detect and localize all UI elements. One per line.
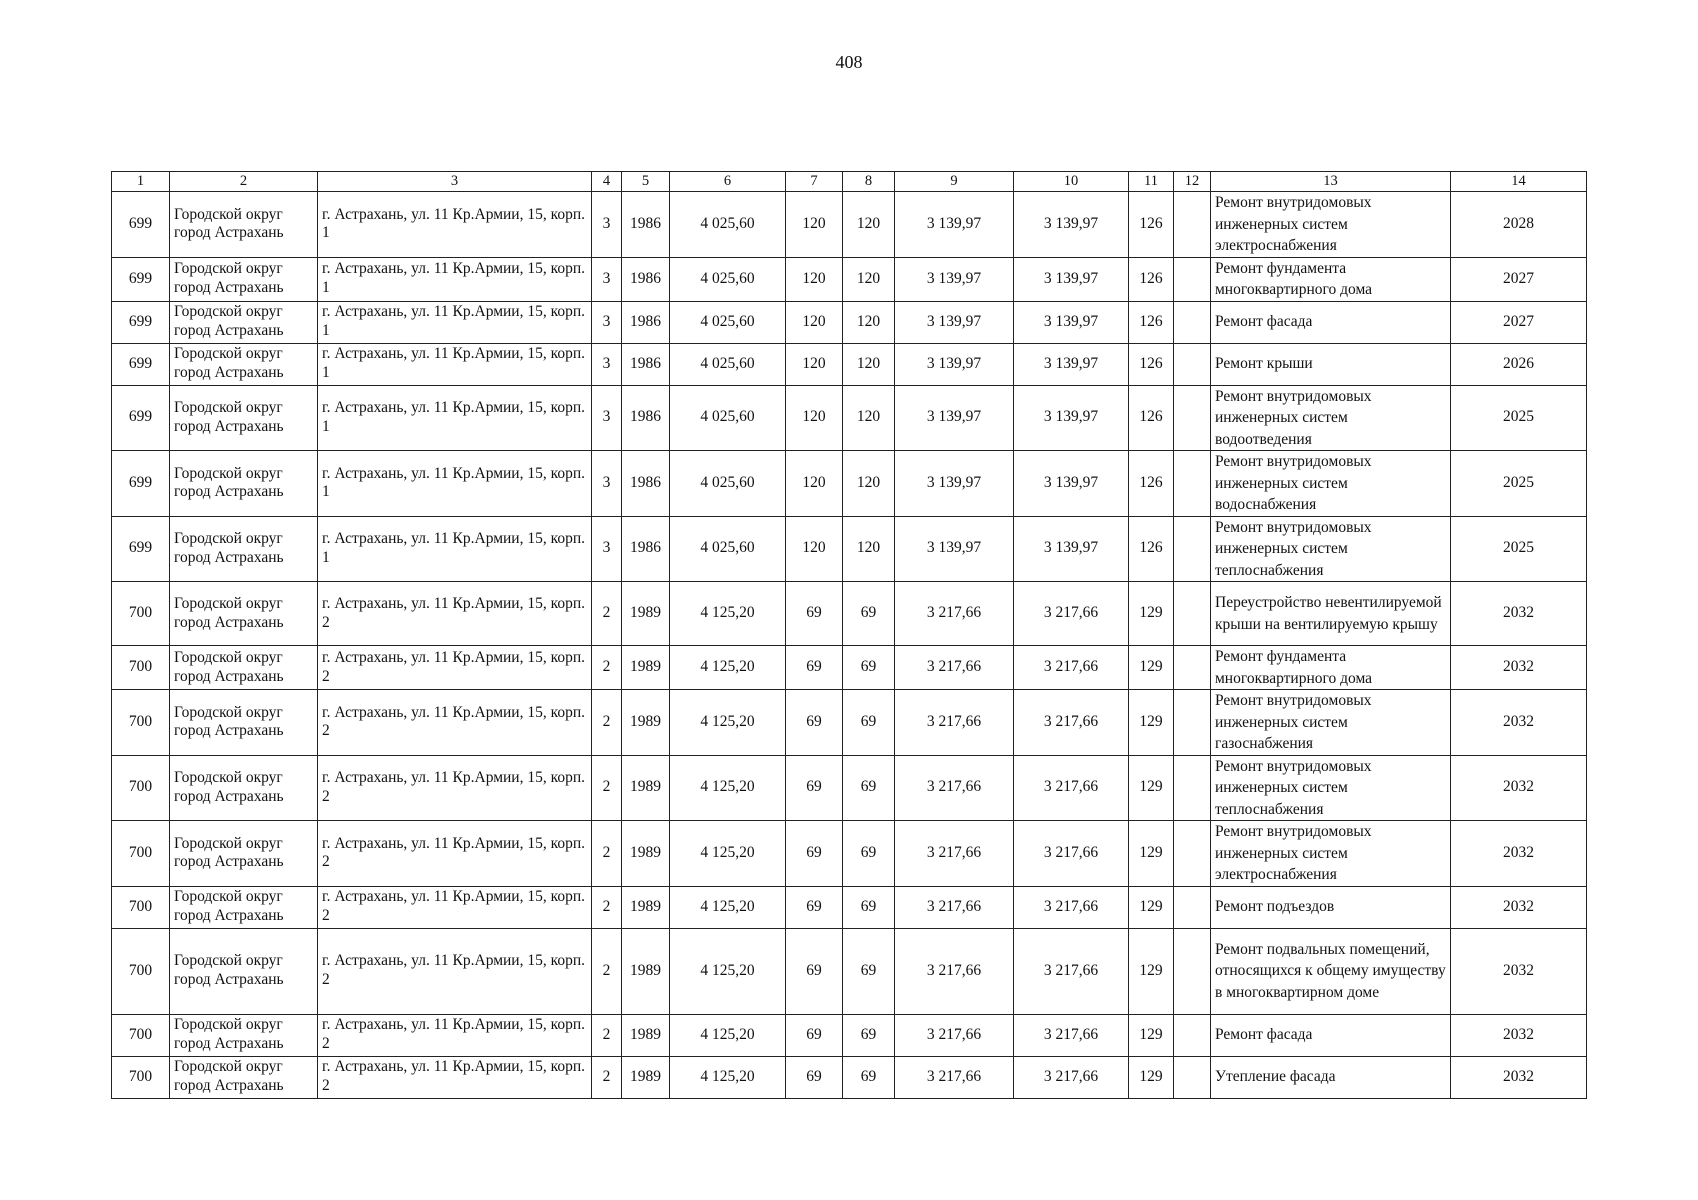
apartments-cell: 120 [843, 451, 895, 517]
residents-cell: 69 [786, 646, 843, 690]
residents-cell: 120 [786, 192, 843, 258]
total-area-cell: 4 125,20 [670, 755, 786, 821]
total-area-cell: 4 125,20 [670, 1056, 786, 1098]
premises-area-cell: 3 217,66 [1014, 1056, 1129, 1098]
municipality-cell: Городской округ город Астрахань [170, 886, 318, 928]
planned-year-cell: 2025 [1451, 451, 1587, 517]
planned-year-cell: 2032 [1451, 886, 1587, 928]
planned-year-cell: 2026 [1451, 343, 1587, 385]
address-cell: г. Астрахань, ул. 11 Кр.Армии, 15, корп. 2 [318, 1014, 592, 1056]
year-cell: 1986 [622, 343, 670, 385]
premises-area-cell: 3 139,97 [1014, 257, 1129, 301]
col12-cell [1174, 1056, 1211, 1098]
living-area-cell: 3 217,66 [895, 1014, 1014, 1056]
apartments-cell: 120 [843, 301, 895, 343]
col11-cell: 126 [1129, 301, 1174, 343]
planned-year-cell: 2032 [1451, 928, 1587, 1014]
residents-cell: 69 [786, 928, 843, 1014]
col11-cell: 129 [1129, 646, 1174, 690]
column-header: 5 [622, 172, 670, 192]
total-area-cell: 4 125,20 [670, 690, 786, 756]
total-area-cell: 4 025,60 [670, 451, 786, 517]
table-row [112, 343, 1587, 385]
municipality-cell: Городской округ город Астрахань [170, 1056, 318, 1098]
table-row [112, 192, 1587, 258]
apartments-cell: 69 [843, 928, 895, 1014]
col12-cell [1174, 192, 1211, 258]
table-row [112, 928, 1587, 1014]
floors-cell: 3 [592, 451, 622, 517]
planned-year-cell: 2027 [1451, 301, 1587, 343]
apartments-cell: 69 [843, 821, 895, 887]
record-number-cell: 700 [112, 928, 170, 1014]
apartments-cell: 69 [843, 690, 895, 756]
col11-cell: 126 [1129, 516, 1174, 582]
table-row [112, 582, 1587, 646]
column-header: 4 [592, 172, 622, 192]
work-type-cell: Ремонт подъездов [1211, 886, 1451, 928]
address-cell: г. Астрахань, ул. 11 Кр.Армии, 15, корп. 1 [318, 451, 592, 517]
record-number-cell: 699 [112, 516, 170, 582]
col11-cell: 126 [1129, 192, 1174, 258]
work-type-cell: Ремонт фундамента многоквартирного дома [1211, 257, 1451, 301]
record-number-cell: 699 [112, 343, 170, 385]
col11-cell: 126 [1129, 385, 1174, 451]
table-row [112, 755, 1587, 821]
floors-cell: 3 [592, 385, 622, 451]
planned-year-cell: 2032 [1451, 1056, 1587, 1098]
municipality-cell: Городской округ город Астрахань [170, 646, 318, 690]
work-type-cell: Ремонт внутридомовых инженерных систем водоотведения [1211, 385, 1451, 451]
apartments-cell: 120 [843, 192, 895, 258]
floors-cell: 2 [592, 582, 622, 646]
col12-cell [1174, 301, 1211, 343]
work-type-cell: Ремонт фасада [1211, 1014, 1451, 1056]
total-area-cell: 4 025,60 [670, 192, 786, 258]
premises-area-cell: 3 139,97 [1014, 451, 1129, 517]
year-cell: 1986 [622, 516, 670, 582]
col11-cell: 129 [1129, 690, 1174, 756]
work-type-cell: Утепление фасада [1211, 1056, 1451, 1098]
work-type-cell: Ремонт внутридомовых инженерных систем газоснабжения [1211, 690, 1451, 756]
planned-year-cell: 2027 [1451, 257, 1587, 301]
col12-cell [1174, 451, 1211, 517]
floors-cell: 3 [592, 516, 622, 582]
table-body [112, 192, 1587, 1099]
year-cell: 1989 [622, 582, 670, 646]
column-header: 9 [895, 172, 1014, 192]
col11-cell: 129 [1129, 821, 1174, 887]
municipality-cell: Городской округ город Астрахань [170, 1014, 318, 1056]
col12-cell [1174, 928, 1211, 1014]
floors-cell: 2 [592, 1056, 622, 1098]
floors-cell: 2 [592, 646, 622, 690]
total-area-cell: 4 025,60 [670, 257, 786, 301]
record-number-cell: 700 [112, 755, 170, 821]
premises-area-cell: 3 139,97 [1014, 385, 1129, 451]
table-row [112, 821, 1587, 887]
apartments-cell: 69 [843, 1056, 895, 1098]
living-area-cell: 3 139,97 [895, 257, 1014, 301]
living-area-cell: 3 217,66 [895, 690, 1014, 756]
record-number-cell: 699 [112, 192, 170, 258]
col12-cell [1174, 1014, 1211, 1056]
address-cell: г. Астрахань, ул. 11 Кр.Армии, 15, корп. 1 [318, 257, 592, 301]
work-type-cell: Ремонт фундамента многоквартирного дома [1211, 646, 1451, 690]
floors-cell: 3 [592, 192, 622, 258]
total-area-cell: 4 025,60 [670, 301, 786, 343]
total-area-cell: 4 125,20 [670, 821, 786, 887]
address-cell: г. Астрахань, ул. 11 Кр.Армии, 15, корп. 2 [318, 821, 592, 887]
record-number-cell: 699 [112, 451, 170, 517]
residents-cell: 69 [786, 1014, 843, 1056]
column-header: 12 [1174, 172, 1211, 192]
apartments-cell: 120 [843, 385, 895, 451]
residents-cell: 120 [786, 451, 843, 517]
living-area-cell: 3 139,97 [895, 516, 1014, 582]
col11-cell: 126 [1129, 257, 1174, 301]
municipality-cell: Городской округ город Астрахань [170, 516, 318, 582]
floors-cell: 2 [592, 690, 622, 756]
address-cell: г. Астрахань, ул. 11 Кр.Армии, 15, корп. 1 [318, 343, 592, 385]
work-type-cell: Переустройство невентилируемой крыши на вентилируемую крышу [1211, 582, 1451, 646]
column-header: 3 [318, 172, 592, 192]
table-row [112, 301, 1587, 343]
table-row [112, 690, 1587, 756]
premises-area-cell: 3 139,97 [1014, 343, 1129, 385]
living-area-cell: 3 139,97 [895, 192, 1014, 258]
column-header: 10 [1014, 172, 1129, 192]
work-type-cell: Ремонт внутридомовых инженерных систем теплоснабжения [1211, 516, 1451, 582]
residents-cell: 120 [786, 343, 843, 385]
planned-year-cell: 2032 [1451, 690, 1587, 756]
municipality-cell: Городской округ город Астрахань [170, 385, 318, 451]
municipality-cell: Городской округ город Астрахань [170, 451, 318, 517]
municipality-cell: Городской округ город Астрахань [170, 192, 318, 258]
table-row [112, 886, 1587, 928]
record-number-cell: 700 [112, 582, 170, 646]
address-cell: г. Астрахань, ул. 11 Кр.Армии, 15, корп. 1 [318, 301, 592, 343]
work-type-cell: Ремонт фасада [1211, 301, 1451, 343]
column-header: 2 [170, 172, 318, 192]
record-number-cell: 700 [112, 1056, 170, 1098]
address-cell: г. Астрахань, ул. 11 Кр.Армии, 15, корп. 2 [318, 646, 592, 690]
planned-year-cell: 2025 [1451, 516, 1587, 582]
living-area-cell: 3 139,97 [895, 451, 1014, 517]
apartments-cell: 69 [843, 755, 895, 821]
premises-area-cell: 3 139,97 [1014, 192, 1129, 258]
table-row [112, 1014, 1587, 1056]
col11-cell: 129 [1129, 886, 1174, 928]
record-number-cell: 700 [112, 1014, 170, 1056]
work-type-cell: Ремонт внутридомовых инженерных систем электроснабжения [1211, 821, 1451, 887]
record-number-cell: 699 [112, 301, 170, 343]
table-row [112, 385, 1587, 451]
col11-cell: 129 [1129, 582, 1174, 646]
municipality-cell: Городской округ город Астрахань [170, 301, 318, 343]
living-area-cell: 3 217,66 [895, 886, 1014, 928]
col11-cell: 129 [1129, 928, 1174, 1014]
residents-cell: 120 [786, 385, 843, 451]
floors-cell: 3 [592, 343, 622, 385]
living-area-cell: 3 139,97 [895, 301, 1014, 343]
column-header: 7 [786, 172, 843, 192]
premises-area-cell: 3 217,66 [1014, 886, 1129, 928]
table-row [112, 516, 1587, 582]
col12-cell [1174, 821, 1211, 887]
col12-cell [1174, 385, 1211, 451]
work-type-cell: Ремонт подвальных помещений, относящихся к общему имуществу в многоквартирном доме [1211, 928, 1451, 1014]
residents-cell: 120 [786, 301, 843, 343]
premises-area-cell: 3 217,66 [1014, 690, 1129, 756]
column-header: 14 [1451, 172, 1587, 192]
address-cell: г. Астрахань, ул. 11 Кр.Армии, 15, корп. 1 [318, 192, 592, 258]
column-header: 13 [1211, 172, 1451, 192]
residents-cell: 69 [786, 1056, 843, 1098]
address-cell: г. Астрахань, ул. 11 Кр.Армии, 15, корп. 2 [318, 928, 592, 1014]
total-area-cell: 4 125,20 [670, 646, 786, 690]
year-cell: 1986 [622, 192, 670, 258]
year-cell: 1989 [622, 821, 670, 887]
year-cell: 1986 [622, 451, 670, 517]
premises-area-cell: 3 217,66 [1014, 646, 1129, 690]
planned-year-cell: 2028 [1451, 192, 1587, 258]
col12-cell [1174, 516, 1211, 582]
residents-cell: 120 [786, 516, 843, 582]
column-header: 6 [670, 172, 786, 192]
floors-cell: 2 [592, 886, 622, 928]
total-area-cell: 4 125,20 [670, 1014, 786, 1056]
living-area-cell: 3 217,66 [895, 821, 1014, 887]
planned-year-cell: 2025 [1451, 385, 1587, 451]
col12-cell [1174, 755, 1211, 821]
municipality-cell: Городской округ город Астрахань [170, 257, 318, 301]
planned-year-cell: 2032 [1451, 1014, 1587, 1056]
work-type-cell: Ремонт крыши [1211, 343, 1451, 385]
total-area-cell: 4 125,20 [670, 886, 786, 928]
floors-cell: 3 [592, 301, 622, 343]
residents-cell: 69 [786, 755, 843, 821]
address-cell: г. Астрахань, ул. 11 Кр.Армии, 15, корп. 1 [318, 516, 592, 582]
record-number-cell: 700 [112, 886, 170, 928]
premises-area-cell: 3 217,66 [1014, 928, 1129, 1014]
table-row [112, 646, 1587, 690]
floors-cell: 2 [592, 821, 622, 887]
premises-area-cell: 3 217,66 [1014, 755, 1129, 821]
record-number-cell: 700 [112, 821, 170, 887]
residents-cell: 69 [786, 582, 843, 646]
col11-cell: 129 [1129, 1014, 1174, 1056]
premises-area-cell: 3 217,66 [1014, 1014, 1129, 1056]
address-cell: г. Астрахань, ул. 11 Кр.Армии, 15, корп. 2 [318, 886, 592, 928]
address-cell: г. Астрахань, ул. 11 Кр.Армии, 15, корп. 1 [318, 385, 592, 451]
municipality-cell: Городской округ город Астрахань [170, 690, 318, 756]
address-cell: г. Астрахань, ул. 11 Кр.Армии, 15, корп. 2 [318, 1056, 592, 1098]
year-cell: 1989 [622, 646, 670, 690]
premises-area-cell: 3 217,66 [1014, 821, 1129, 887]
planned-year-cell: 2032 [1451, 821, 1587, 887]
col12-cell [1174, 690, 1211, 756]
total-area-cell: 4 125,20 [670, 928, 786, 1014]
apartments-cell: 120 [843, 516, 895, 582]
record-number-cell: 700 [112, 690, 170, 756]
col12-cell [1174, 646, 1211, 690]
column-header: 1 [112, 172, 170, 192]
floors-cell: 2 [592, 755, 622, 821]
apartments-cell: 69 [843, 1014, 895, 1056]
col11-cell: 129 [1129, 1056, 1174, 1098]
floors-cell: 2 [592, 928, 622, 1014]
apartments-cell: 120 [843, 257, 895, 301]
total-area-cell: 4 025,60 [670, 516, 786, 582]
work-type-cell: Ремонт внутридомовых инженерных систем водоснабжения [1211, 451, 1451, 517]
year-cell: 1986 [622, 385, 670, 451]
year-cell: 1986 [622, 257, 670, 301]
planned-year-cell: 2032 [1451, 646, 1587, 690]
total-area-cell: 4 025,60 [670, 385, 786, 451]
living-area-cell: 3 139,97 [895, 385, 1014, 451]
apartments-cell: 120 [843, 343, 895, 385]
address-cell: г. Астрахань, ул. 11 Кр.Армии, 15, корп. 2 [318, 690, 592, 756]
column-header: 11 [1129, 172, 1174, 192]
total-area-cell: 4 025,60 [670, 343, 786, 385]
residents-cell: 69 [786, 886, 843, 928]
year-cell: 1989 [622, 690, 670, 756]
apartments-cell: 69 [843, 886, 895, 928]
premises-area-cell: 3 139,97 [1014, 301, 1129, 343]
apartments-cell: 69 [843, 582, 895, 646]
year-cell: 1989 [622, 1014, 670, 1056]
residents-cell: 69 [786, 821, 843, 887]
living-area-cell: 3 217,66 [895, 755, 1014, 821]
living-area-cell: 3 217,66 [895, 928, 1014, 1014]
col12-cell [1174, 343, 1211, 385]
floors-cell: 2 [592, 1014, 622, 1056]
premises-area-cell: 3 217,66 [1014, 582, 1129, 646]
municipality-cell: Городской округ город Астрахань [170, 755, 318, 821]
municipality-cell: Городской округ город Астрахань [170, 928, 318, 1014]
capital-repair-table [111, 171, 1587, 1099]
municipality-cell: Городской округ город Астрахань [170, 582, 318, 646]
record-number-cell: 700 [112, 646, 170, 690]
floors-cell: 3 [592, 257, 622, 301]
planned-year-cell: 2032 [1451, 582, 1587, 646]
col11-cell: 126 [1129, 451, 1174, 517]
work-type-cell: Ремонт внутридомовых инженерных систем теплоснабжения [1211, 755, 1451, 821]
col12-cell [1174, 886, 1211, 928]
planned-year-cell: 2032 [1451, 755, 1587, 821]
residents-cell: 120 [786, 257, 843, 301]
living-area-cell: 3 217,66 [895, 582, 1014, 646]
address-cell: г. Астрахань, ул. 11 Кр.Армии, 15, корп. 2 [318, 582, 592, 646]
year-cell: 1989 [622, 886, 670, 928]
col11-cell: 126 [1129, 343, 1174, 385]
address-cell: г. Астрахань, ул. 11 Кр.Армии, 15, корп. 2 [318, 755, 592, 821]
municipality-cell: Городской округ город Астрахань [170, 343, 318, 385]
year-cell: 1989 [622, 755, 670, 821]
living-area-cell: 3 217,66 [895, 1056, 1014, 1098]
living-area-cell: 3 217,66 [895, 646, 1014, 690]
page-number: 408 [835, 52, 863, 72]
col11-cell: 129 [1129, 755, 1174, 821]
year-cell: 1989 [622, 928, 670, 1014]
year-cell: 1986 [622, 301, 670, 343]
residents-cell: 69 [786, 690, 843, 756]
record-number-cell: 699 [112, 385, 170, 451]
living-area-cell: 3 139,97 [895, 343, 1014, 385]
table-row [112, 451, 1587, 517]
col12-cell [1174, 582, 1211, 646]
header-row [112, 172, 1587, 192]
work-type-cell: Ремонт внутридомовых инженерных систем электроснабжения [1211, 192, 1451, 258]
municipality-cell: Городской округ город Астрахань [170, 821, 318, 887]
table-row [112, 1056, 1587, 1098]
apartments-cell: 69 [843, 646, 895, 690]
premises-area-cell: 3 139,97 [1014, 516, 1129, 582]
record-number-cell: 699 [112, 257, 170, 301]
total-area-cell: 4 125,20 [670, 582, 786, 646]
column-header: 8 [843, 172, 895, 192]
table-row [112, 257, 1587, 301]
col12-cell [1174, 257, 1211, 301]
year-cell: 1989 [622, 1056, 670, 1098]
table-header [112, 172, 1587, 192]
